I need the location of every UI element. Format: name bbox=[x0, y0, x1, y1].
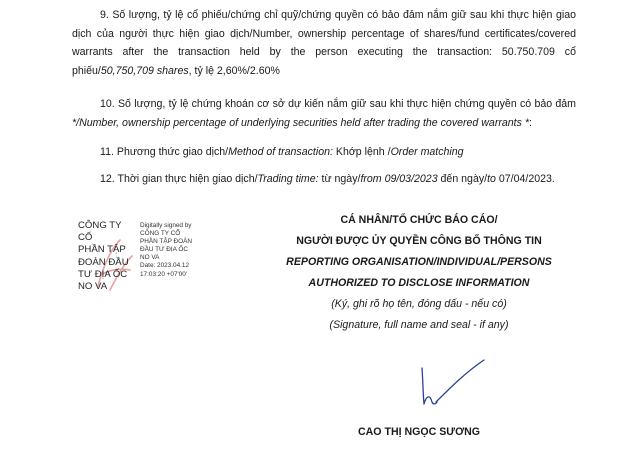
reporter-title-line-1: CÁ NHÂN/TỔ CHỨC BÁO CÁO/ bbox=[340, 214, 498, 226]
item-11-label-vi: 11. Phương thức giao dịch/ bbox=[100, 146, 229, 158]
item-12-label-vi: 12. Thời gian thực hiện giao dịch/ bbox=[100, 173, 258, 185]
signature-note-vi-text: (Ký, ghi rõ họ tên, đóng dấu - nếu có) bbox=[331, 298, 507, 310]
signer-company-line: CÔNG TY CỔ bbox=[78, 220, 122, 244]
item-12-from-en: from 09/03/2023 bbox=[360, 173, 438, 185]
item-9-value-en: 50,750,709 shares bbox=[100, 64, 189, 77]
item-11-label-en: Method of transaction: bbox=[228, 146, 333, 158]
signature-detail-line: 17:03:20 +07'00' bbox=[140, 270, 188, 278]
item-12-line bbox=[100, 170, 555, 188]
item-11-line bbox=[100, 143, 464, 161]
item-9-text-vi: 9. Số lượng, tỷ lệ cổ phiếu/chứng chỉ quỹ/chứng quyền có bảo đảm nắm giữ sau khi thực hiện giao dịch của người thực hiện giao dịch/ bbox=[72, 9, 576, 40]
signature-note-en-text: (Signature, full name and seal - if any) bbox=[329, 319, 509, 331]
item-9-text-en: Number, ownership percentage of shares/fund certificates/covered warrants after the transaction held by the person executing the transaction bbox=[72, 27, 576, 58]
item-12-from-vi: từ ngày/ bbox=[318, 173, 361, 185]
signer-company-name bbox=[78, 220, 138, 293]
signature-detail-line: NO VA bbox=[140, 254, 160, 262]
signature-detail-line: CÔNG TY CỔ bbox=[140, 230, 181, 238]
reporter-title-line-3-text: REPORTING ORGANISATION/INDIVIDUAL/PERSONS bbox=[286, 256, 552, 268]
signature-detail-line: ĐẦU TƯ ĐỊA ỐC bbox=[140, 246, 188, 254]
signer-company-line: PHẦN TẬP bbox=[78, 244, 126, 256]
signer-company-line: TƯ ĐỊA ỐC bbox=[78, 268, 128, 280]
item-12-to-en: to bbox=[487, 173, 496, 185]
reporter-name: CAO THỊ NGỌC SƯƠNG bbox=[358, 426, 480, 438]
handwritten-signature-icon bbox=[410, 358, 490, 414]
item-11-value-en: Order matching bbox=[390, 146, 464, 158]
item-12-to-date: 07/04/2023. bbox=[495, 173, 555, 185]
item-12-to-vi: đến ngày/ bbox=[437, 173, 488, 185]
signature-detail-line: PHẦN TẬP ĐOÀN bbox=[140, 238, 192, 246]
item-10-paragraph bbox=[72, 95, 576, 132]
digital-signature-block[interactable] bbox=[78, 220, 218, 293]
item-10-text-en: */Number, ownership percentage of underlying securities held after trading the covered warrants * bbox=[72, 116, 529, 129]
item-12-label-en: Trading time: bbox=[257, 173, 319, 185]
item-9-paragraph bbox=[72, 6, 576, 80]
item-10-tail: : bbox=[528, 116, 532, 129]
signature-detail-line: Date: 2023.04.12 bbox=[140, 262, 190, 270]
signature-detail-line: Digitally signed by bbox=[140, 222, 192, 229]
signer-company-line: ĐOÀN ĐẦU bbox=[78, 256, 129, 268]
item-9-value-vi: : 50.750.709 cổ phiếu/ bbox=[72, 46, 576, 77]
item-10-text-vi: 10. Số lượng, tỷ lệ chứng khoán cơ sở dự kiến nắm giữ sau khi thực hiện chứng quyền có bảo đảm bbox=[100, 98, 576, 110]
signature-details bbox=[140, 222, 220, 279]
reporter-title-line-4 bbox=[264, 277, 574, 289]
signer-company-line: NO VA bbox=[78, 281, 108, 293]
item-11-value-vi: Khớp lệnh / bbox=[332, 146, 391, 158]
reporter-title-line-4-text: AUTHORIZED TO DISCLOSE INFORMATION bbox=[308, 277, 530, 289]
reporter-title-line-3 bbox=[264, 256, 574, 268]
signature-note-vi bbox=[264, 298, 574, 310]
reporter-title-line-2: NGƯỜI ĐƯỢC ỦY QUYỀN CÔNG BỐ THÔNG TIN bbox=[296, 235, 542, 247]
item-9-ratio: , tỷ lệ 2,60%/2.60% bbox=[188, 64, 280, 77]
signature-note-en bbox=[264, 319, 574, 331]
